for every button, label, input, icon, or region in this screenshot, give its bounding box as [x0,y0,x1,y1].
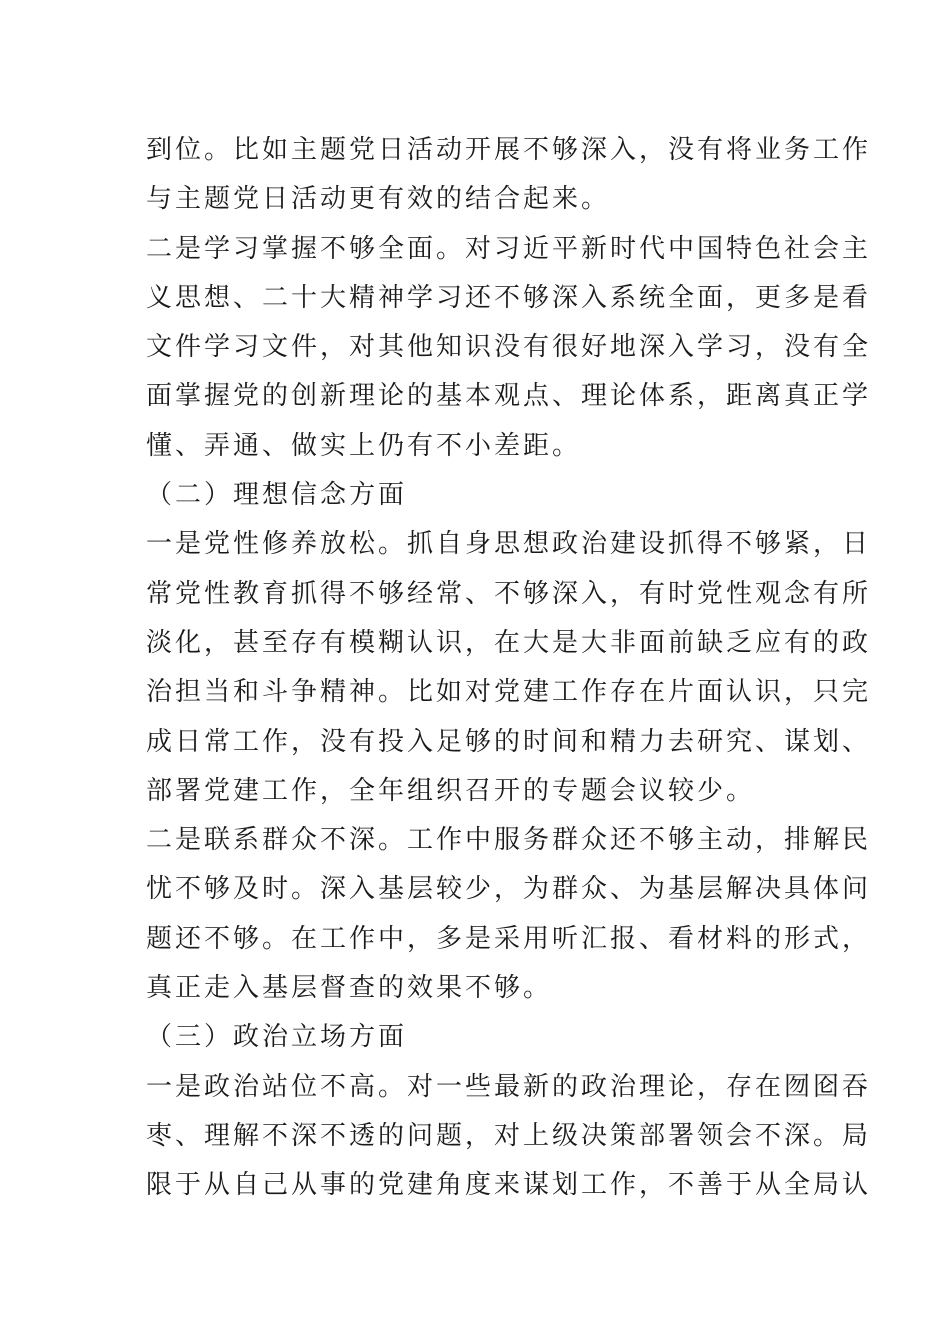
text-line: 到位。比如主题党日活动开展不够深入，没有将业务工作 [146,135,872,165]
text-line: 部署党建工作，全年组织召开的专题会议较少。 [146,775,756,806]
text-line: 枣、理解不深不透的问题，对上级决策部署领会不深。局 [146,1120,872,1151]
section-heading: （三）政治立场方面 [146,1022,408,1053]
text-line: 二是学习掌握不够全面。对习近平新时代中国特色社会主 [146,233,872,264]
text-line: 面掌握党的创新理论的基本观点、理论体系，距离真正学 [146,381,872,412]
text-line: 与主题党日活动更有效的结合起来。 [146,184,611,215]
text-line: 义思想、二十大精神学习还不够深入系统全面，更多是看 [146,282,872,313]
text-line: 懂、弄通、做实上仍有不小差距。 [146,430,582,461]
text-line: 成日常工作，没有投入足够的时间和精力去研究、谋划、 [146,726,872,757]
text-line: 文件学习文件，对其他知识没有很好地深入学习，没有全 [146,332,872,363]
text-line: 限于从自己从事的党建角度来谋划工作，不善于从全局认 [146,1170,872,1201]
text-line: 一是政治站位不高。对一些最新的政治理论，存在囫囵吞 [146,1071,872,1102]
section-heading: （二）理想信念方面 [146,480,408,511]
text-line: 治担当和斗争精神。比如对党建工作存在片面认识，只完 [146,677,872,708]
text-line: 淡化，甚至存有模糊认识，在大是大非面前缺乏应有的政 [146,627,872,658]
text-line: 一是党性修养放松。抓自身思想政治建设抓得不够紧，日 [146,529,872,560]
text-line: 真正走入基层督查的效果不够。 [146,973,553,1004]
text-line: 二是联系群众不深。工作中服务群众还不够主动，排解民 [146,825,872,856]
text-line: 常党性教育抓得不够经常、不够深入，有时党性观念有所 [146,578,872,609]
text-line: 忧不够及时。深入基层较少，为群众、为基层解决具体问 [146,874,872,905]
text-line: 题还不够。在工作中，多是采用听汇报、看材料的形式， [146,923,872,954]
document-body [146,126,872,1211]
